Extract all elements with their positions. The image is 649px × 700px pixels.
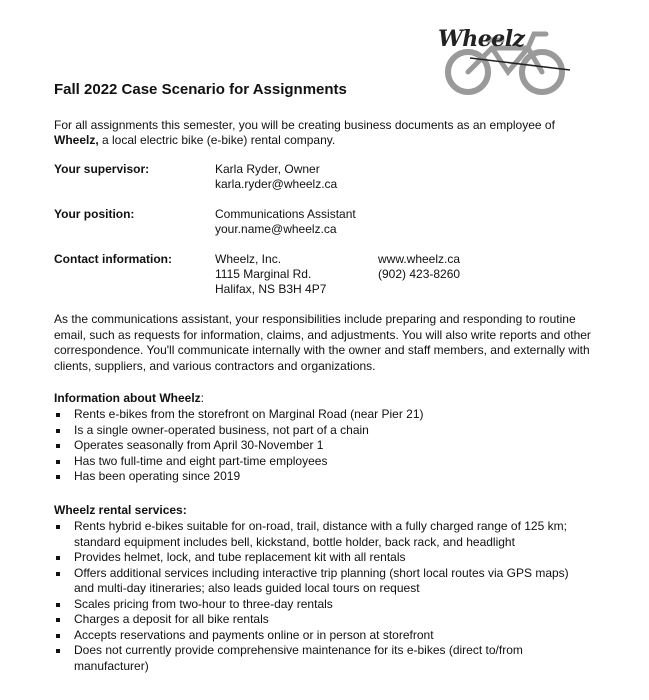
bullet-icon [56,649,60,653]
responsibilities-paragraph: As the communications assistant, your responsibilities include preparing and responding to routine email, such as requests for information, claims, and adjustments. You will also write reports and other correspondence. You'll communicate internally with the owner and staff members, and externally with clients, suppliers, and various contractors and organizations. [54,312,591,373]
list-item: Operates seasonally from April 30-November 1 [54,438,584,454]
bullet-icon [56,618,60,622]
list-item: Charges a deposit for all bike rentals [54,612,584,628]
list-item: Does not currently provide comprehensive maintenance for its e-bikes (direct to/from manufacturer) [54,643,584,674]
bullet-icon [56,444,60,448]
bullet-icon [56,634,60,638]
contact-website: www.wheelz.ca [378,252,461,266]
intro-company: Wheelz, [54,133,99,147]
list-item: Provides helmet, lock, and tube replacement kit with all rentals [54,550,584,566]
bullet-icon [56,572,60,576]
list-item: Scales pricing from two-hour to three-day rentals [54,597,584,613]
supervisor-label: Your supervisor: [54,162,150,176]
bullet-icon [56,556,60,560]
position-email: your.name@wheelz.ca [215,222,337,236]
logo-text: Wheelz [438,26,525,52]
contact-web-phone [378,252,460,282]
bullet-icon [56,429,60,433]
bullet-icon [56,603,60,607]
list-item: Has two full-time and eight part-time employees [54,454,584,470]
info-list [54,407,584,485]
intro-paragraph [54,118,594,148]
supervisor-email: karla.ryder@wheelz.ca [215,177,338,191]
info-heading-colon: : [200,391,205,405]
intro-after: a local electric bike (e-bike) rental company. [98,133,336,147]
list-item: Has been operating since 2019 [54,469,584,485]
contact-line3: Halifax, NS B3H 4P7 [215,282,327,296]
position-title: Communications Assistant [215,207,356,221]
info-heading-text: Information about Wheelz [54,391,201,405]
list-item: Accepts reservations and payments online or in person at storefront [54,628,584,644]
list-item: Rents hybrid e-bikes suitable for on-road, trail, distance with a fully charged range of 125 km; standard equipment includes bell, kickstand, bottle holder, back rack, and headlight [54,519,584,550]
contact-line1: Wheelz, Inc. [215,252,282,266]
position-value [215,207,356,237]
bullet-icon [56,460,60,464]
info-heading [54,391,204,405]
services-heading: Wheelz rental services: [54,503,187,517]
bullet-icon [56,413,60,417]
bullet-icon [56,475,60,479]
supervisor-name: Karla Ryder, Owner [215,162,320,176]
list-item: Rents e-bikes from the storefront on Marginal Road (near Pier 21) [54,407,584,423]
position-label: Your position: [54,207,135,221]
list-item: Is a single owner-operated business, not part of a chain [54,423,584,439]
list-item: Offers additional services including interactive trip planning (short local routes via GPS maps) and multi-day itineraries; also leads guided local tours on request [54,566,584,597]
page-title: Fall 2022 Case Scenario for Assignments [54,81,347,98]
intro-before: For all assignments this semester, you will be creating business documents as an employee of [54,118,555,132]
bullet-icon [56,525,60,529]
services-list [54,519,584,674]
supervisor-value [215,162,337,192]
contact-label: Contact information: [54,252,172,266]
contact-line2: 1115 Marginal Rd. [215,267,312,281]
contact-address [215,252,326,297]
contact-phone: (902) 423-8260 [378,267,461,281]
